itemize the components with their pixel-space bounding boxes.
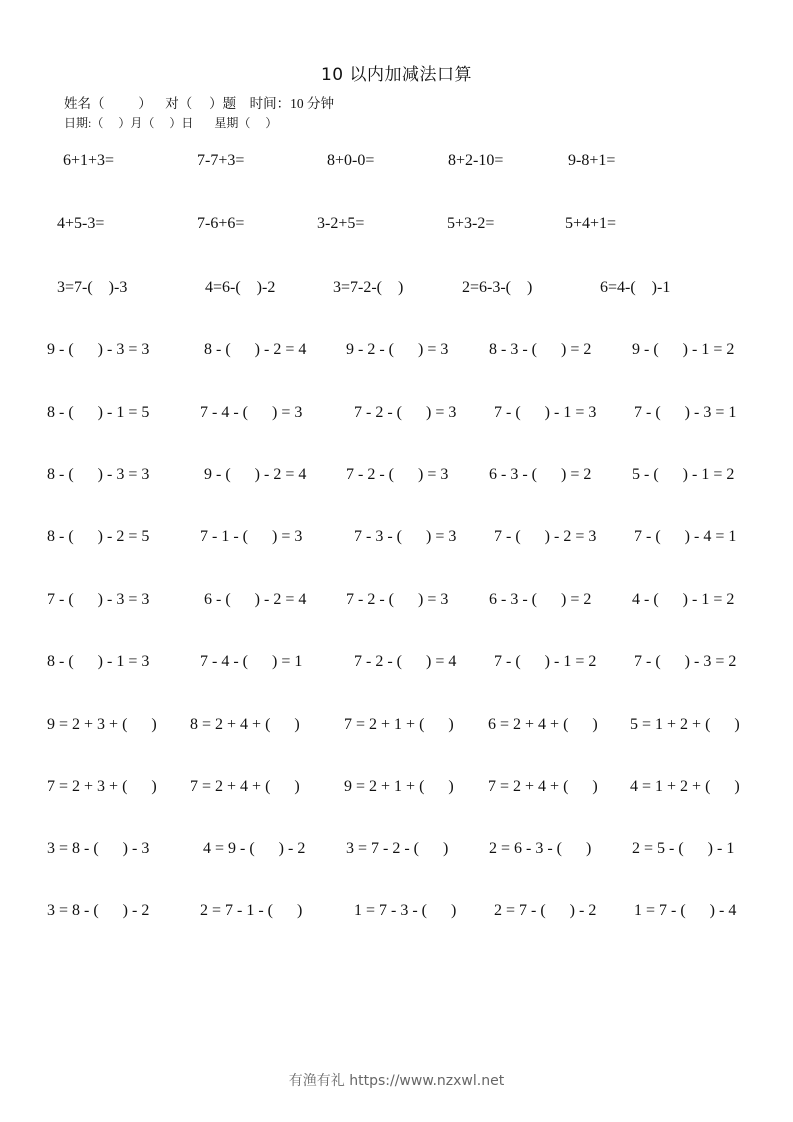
problem: 5 = 1 + 2 + ( ) [630, 716, 740, 733]
problem-row [0, 651, 793, 673]
problem: 4 = 9 - ( ) - 2 [203, 840, 306, 857]
problem: 8 - 3 - ( ) = 2 [489, 341, 592, 358]
problem-row [0, 213, 793, 235]
problem-row [0, 526, 793, 548]
problem: 4=6-( )-2 [205, 279, 276, 296]
problem: 8 - ( ) - 2 = 4 [204, 341, 307, 358]
problem: 7 - 2 - ( ) = 3 [346, 466, 449, 483]
problem: 9 - ( ) - 2 = 4 [204, 466, 307, 483]
problem: 8 - ( ) - 2 = 5 [47, 528, 150, 545]
problem: 6 - ( ) - 2 = 4 [204, 591, 307, 608]
problem: 6+1+3= [63, 152, 115, 169]
problem: 3 = 7 - 2 - ( ) [346, 840, 449, 857]
problem: 7 - ( ) - 3 = 1 [634, 404, 737, 421]
problem: 6=4-( )-1 [600, 279, 671, 296]
problem: 8+0-0= [327, 152, 375, 169]
problem: 8 = 2 + 4 + ( ) [190, 716, 300, 733]
problem: 7 - ( ) - 4 = 1 [634, 528, 737, 545]
problem: 2 = 6 - 3 - ( ) [489, 840, 592, 857]
problem: 9-8+1= [568, 152, 616, 169]
problem: 7-6+6= [197, 215, 245, 232]
problem: 7 = 2 + 4 + ( ) [190, 778, 300, 795]
problem-row [0, 402, 793, 424]
problem-row [0, 277, 793, 299]
problem: 7 - 4 - ( ) = 1 [200, 653, 303, 670]
problem: 5 - ( ) - 1 = 2 [632, 466, 735, 483]
problem: 1 = 7 - ( ) - 4 [634, 902, 737, 919]
problem-row [0, 589, 793, 611]
problem: 7 - 3 - ( ) = 3 [354, 528, 457, 545]
problem: 7 - 4 - ( ) = 3 [200, 404, 303, 421]
footer-watermark: 有渔有礼 https://www.nzxwl.net [288, 1073, 505, 1089]
problem: 9 - 2 - ( ) = 3 [346, 341, 449, 358]
problem-row [0, 150, 793, 172]
problem: 6 - 3 - ( ) = 2 [489, 466, 592, 483]
problem: 7 - 2 - ( ) = 3 [346, 591, 449, 608]
problem: 1 = 7 - 3 - ( ) [354, 902, 457, 919]
problem: 3 = 8 - ( ) - 2 [47, 902, 150, 919]
problem: 7 = 2 + 4 + ( ) [488, 778, 598, 795]
student-info-line: 姓名（ ） 对（ ）题 时间：10 分钟 [64, 96, 334, 111]
problem: 7-7+3= [197, 152, 245, 169]
problem: 3 = 8 - ( ) - 3 [47, 840, 150, 857]
problem: 2 = 5 - ( ) - 1 [632, 840, 735, 857]
problem: 3=7-2-( ) [333, 279, 404, 296]
problem-row [0, 900, 793, 922]
problem: 8 - ( ) - 1 = 3 [47, 653, 150, 670]
problem-row [0, 838, 793, 860]
problem: 9 - ( ) - 3 = 3 [47, 341, 150, 358]
problem: 6 - 3 - ( ) = 2 [489, 591, 592, 608]
problem: 8+2-10= [448, 152, 504, 169]
problem: 2 = 7 - ( ) - 2 [494, 902, 597, 919]
problem: 7 - 2 - ( ) = 3 [354, 404, 457, 421]
problem-row [0, 714, 793, 736]
problem: 5+4+1= [565, 215, 617, 232]
problem: 6 = 2 + 4 + ( ) [488, 716, 598, 733]
problem: 9 - ( ) - 1 = 2 [632, 341, 735, 358]
problem: 5+3-2= [447, 215, 495, 232]
problem: 7 = 2 + 3 + ( ) [47, 778, 157, 795]
problem: 3-2+5= [317, 215, 365, 232]
problem: 7 - 1 - ( ) = 3 [200, 528, 303, 545]
problem: 7 - 2 - ( ) = 4 [354, 653, 457, 670]
problem: 2 = 7 - 1 - ( ) [200, 902, 303, 919]
problem: 7 - ( ) - 3 = 2 [634, 653, 737, 670]
problem: 4 = 1 + 2 + ( ) [630, 778, 740, 795]
problem: 4+5-3= [57, 215, 105, 232]
problem: 2=6-3-( ) [462, 279, 533, 296]
problem: 7 - ( ) - 2 = 3 [494, 528, 597, 545]
problem: 7 - ( ) - 3 = 3 [47, 591, 150, 608]
problem: 7 - ( ) - 1 = 3 [494, 404, 597, 421]
problem-row [0, 464, 793, 486]
page-title: 10 以内加减法口算 [320, 65, 473, 85]
problem: 8 - ( ) - 1 = 5 [47, 404, 150, 421]
problem: 9 = 2 + 1 + ( ) [344, 778, 454, 795]
problem-row [0, 339, 793, 361]
problem: 9 = 2 + 3 + ( ) [47, 716, 157, 733]
problem: 7 = 2 + 1 + ( ) [344, 716, 454, 733]
problem: 4 - ( ) - 1 = 2 [632, 591, 735, 608]
date-info-line: 日期:（ ）月（ ）日 星期（ ） [64, 116, 278, 130]
problem: 8 - ( ) - 3 = 3 [47, 466, 150, 483]
problem: 7 - ( ) - 1 = 2 [494, 653, 597, 670]
problem: 3=7-( )-3 [57, 279, 128, 296]
problem-row [0, 776, 793, 798]
